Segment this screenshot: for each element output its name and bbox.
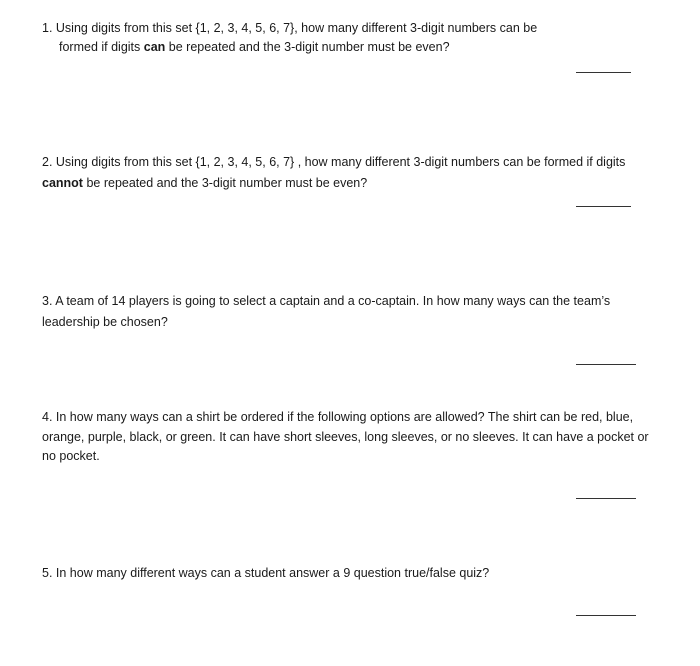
question-1-line-1: 1. Using digits from this set {1, 2, 3, 4, 5, 6, 7}, how many different 3-digit numbers can be [42,21,538,35]
answer-blank-5[interactable] [576,615,636,616]
question-2-line-2: cannot be repeated and the 3-digit number must be even? [42,176,368,190]
emphasis-can: can [143,40,166,54]
answer-blank-3[interactable] [576,364,636,365]
emphasis-cannot: cannot [42,176,83,190]
question-3-line-2: leadership be chosen? [42,315,168,329]
answer-blank-2[interactable] [576,206,631,207]
question-5-line-1: 5. In how many different ways can a student answer a 9 question true/false quiz? [42,566,490,580]
question-4-line-1: 4. In how many ways can a shirt be ordered if the following options are allowed? The shirt can be red, blue, [42,410,634,424]
question-3-line-1: 3. A team of 14 players is going to select a captain and a co-captain. In how many ways can the team’s [42,294,611,308]
question-2-line-1: 2. Using digits from this set {1, 2, 3, 4, 5, 6, 7} , how many different 3-digit numbers can be formed if digits [42,155,626,169]
question-4-line-2: orange, purple, black, or green. It can have short sleeves, long sleeves, or no sleeves. It can have a pocket or [42,430,649,444]
question-4-line-3: no pocket. [42,449,100,463]
question-1-line-2: formed if digits can be repeated and the 3-digit number must be even? [59,40,450,54]
answer-blank-1[interactable] [576,72,631,73]
answer-blank-4[interactable] [576,498,636,499]
